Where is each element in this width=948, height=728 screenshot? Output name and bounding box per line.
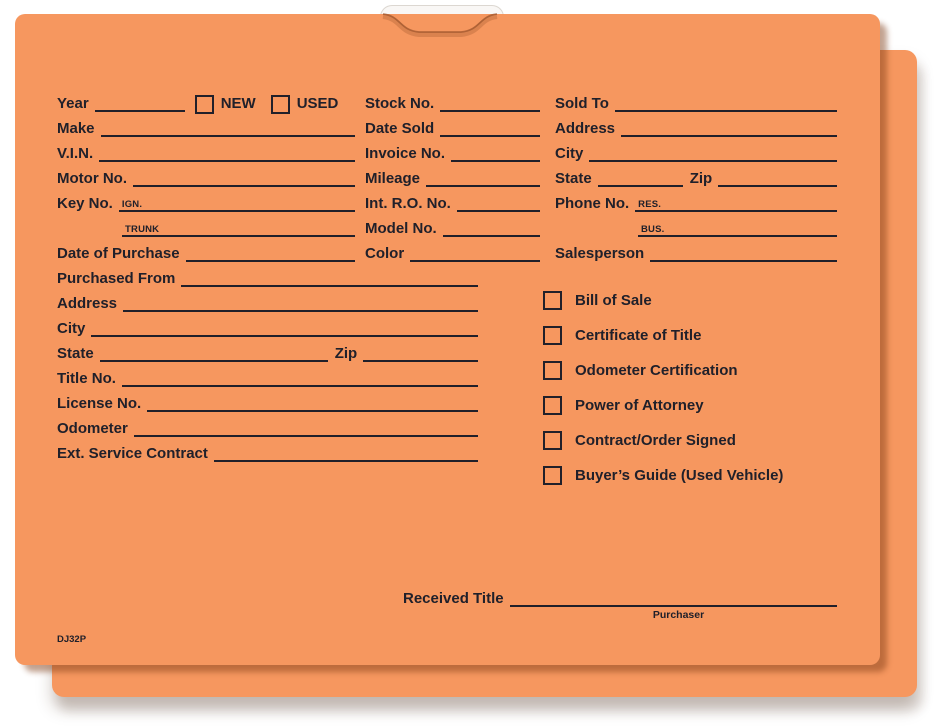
field-label: Key No. [57,195,113,212]
field-label: Received Title [403,590,504,607]
checklist-item-buyers-guide [543,465,783,485]
checklist-item-bill-of-sale [543,290,652,310]
field-vin [57,142,355,162]
blank-line [650,260,837,262]
field-label: Motor No. [57,170,127,187]
blank-line [99,160,355,162]
sub-label: BUS. [641,223,665,235]
checkbox-label: Odometer Certification [575,361,738,379]
blank-line [122,223,355,237]
field-label: Invoice No. [365,145,446,162]
field-buyer-state-zip [555,167,837,187]
field-label: Int. R.O. No. [365,195,451,212]
field-label: Date Sold [365,120,435,137]
checkbox-label: Contract/Order Signed [575,431,736,449]
checkbox-label: Certificate of Title [575,326,702,344]
blank-line [457,210,540,212]
field-year [57,92,355,112]
field-label: Zip [689,170,713,187]
field-ext-service-contract [57,442,478,462]
blank-line [181,285,478,287]
blank-line [635,198,837,212]
field-key-no-trunk [57,217,355,237]
blank-line [186,260,355,262]
blank-line [123,310,478,312]
field-seller-state-zip [57,342,478,362]
checkbox-contract-order-signed [543,431,562,450]
field-buyer-address [555,117,837,137]
field-label: License No. [57,395,142,412]
field-label: Zip [334,345,358,362]
blank-line [718,185,837,187]
envelope-front-panel [15,14,880,665]
checkbox-label: Bill of Sale [575,291,652,309]
sub-label: IGN. [121,198,143,210]
form-code: DJ32P [57,634,87,645]
field-invoice-no [365,142,540,162]
sub-label: RES. [638,198,662,210]
field-label: Model No. [365,220,437,237]
field-odometer [57,417,478,437]
sub-label: TRUNK [125,223,160,235]
field-phone-res [555,192,837,212]
blank-line [589,160,837,162]
blank-line [95,110,185,112]
blank-line [363,360,478,362]
field-key-no-ignition [57,192,355,212]
checklist-item-certificate-of-title [543,325,701,345]
blank-line [621,135,837,137]
checkbox-odometer-certification [543,361,562,380]
purchaser-caption: Purchaser [652,609,705,621]
blank-line [510,605,837,607]
field-date-of-purchase [57,242,355,262]
blank-line [91,335,478,337]
field-label: Address [555,120,616,137]
blank-line [451,160,540,162]
blank-line [443,235,540,237]
field-label: Make [57,120,95,137]
blank-line [615,110,837,112]
blank-line [214,460,478,462]
field-label: State [555,170,592,187]
blank-line [133,185,355,187]
field-date-sold [365,117,540,137]
field-seller-address [57,292,478,312]
field-stock-no [365,92,540,112]
blank-line [119,198,355,212]
field-model-no [365,217,540,237]
blank-line [134,435,478,437]
field-label: V.I.N. [57,145,94,162]
field-color [365,242,540,262]
field-sold-to [555,92,837,112]
field-license-no [57,392,478,412]
field-label: City [57,320,86,337]
field-purchased-from [57,267,478,287]
field-label: State [57,345,94,362]
field-buyer-city [555,142,837,162]
field-label: Address [57,295,118,312]
blank-line [101,135,355,137]
checkbox-bill-of-sale [543,291,562,310]
blank-line [100,360,328,362]
checkbox-power-of-attorney [543,396,562,415]
blank-line [426,185,540,187]
field-label: Sold To [555,95,609,112]
checkbox-new [195,95,214,114]
field-label: Year [57,95,89,112]
checklist-item-contract-order-signed [543,430,736,450]
field-phone-bus [555,217,837,237]
checkbox-label: Buyer’s Guide (Used Vehicle) [575,466,784,484]
field-label: Date of Purchase [57,245,180,262]
blank-line [440,110,540,112]
field-received-title [403,587,837,607]
field-label: Color [365,245,405,262]
checkbox-used [271,95,290,114]
blank-line [122,385,478,387]
blank-line [410,260,540,262]
field-seller-city [57,317,478,337]
field-label: Phone No. [555,195,630,212]
printed-form [15,14,880,665]
field-salesperson [555,242,837,262]
field-label: Ext. Service Contract [57,445,208,462]
checkbox-label: USED [296,95,339,112]
field-make [57,117,355,137]
field-title-no [57,367,478,387]
checkbox-certificate-of-title [543,326,562,345]
field-mileage [365,167,540,187]
blank-line [598,185,683,187]
field-label: Stock No. [365,95,435,112]
blank-line [147,410,478,412]
checkbox-label: NEW [220,95,256,112]
field-label: Title No. [57,370,116,387]
checklist-item-odometer-certification [543,360,738,380]
field-label: Mileage [365,170,421,187]
field-label: Odometer [57,420,128,437]
checkbox-label: Power of Attorney [575,396,704,414]
field-label: City [555,145,584,162]
field-int-ro-no [365,192,540,212]
field-label: Salesperson [555,245,645,262]
checkbox-buyers-guide [543,466,562,485]
field-motor-no [57,167,355,187]
field-label: Purchased From [57,270,176,287]
blank-line [440,135,540,137]
checklist-item-power-of-attorney [543,395,704,415]
blank-line [638,223,837,237]
